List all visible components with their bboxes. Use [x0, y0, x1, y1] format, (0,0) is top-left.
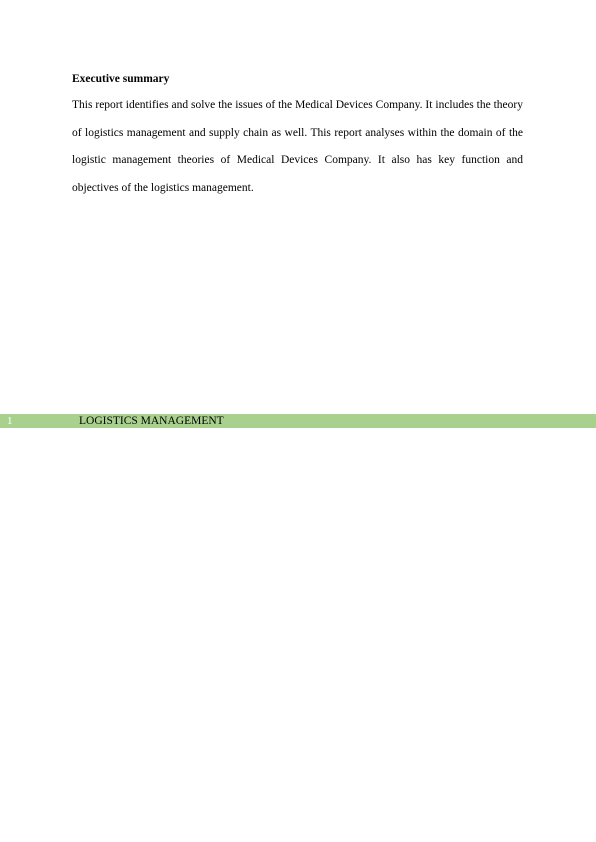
page-number: 1 — [7, 415, 13, 427]
running-title: LOGISTICS MANAGEMENT — [79, 415, 224, 427]
section-heading: Executive summary — [72, 73, 170, 85]
section-paragraph: This report identifies and solve the issues of the Medical Devices Company. It includes the theory of logistics management and supply chain as well. This report analyses within the domain of the logistic management theories of Medical Devices Company. It also has key function and objectives of the logistics management. — [72, 99, 523, 195]
page-footer-band — [0, 414, 596, 428]
